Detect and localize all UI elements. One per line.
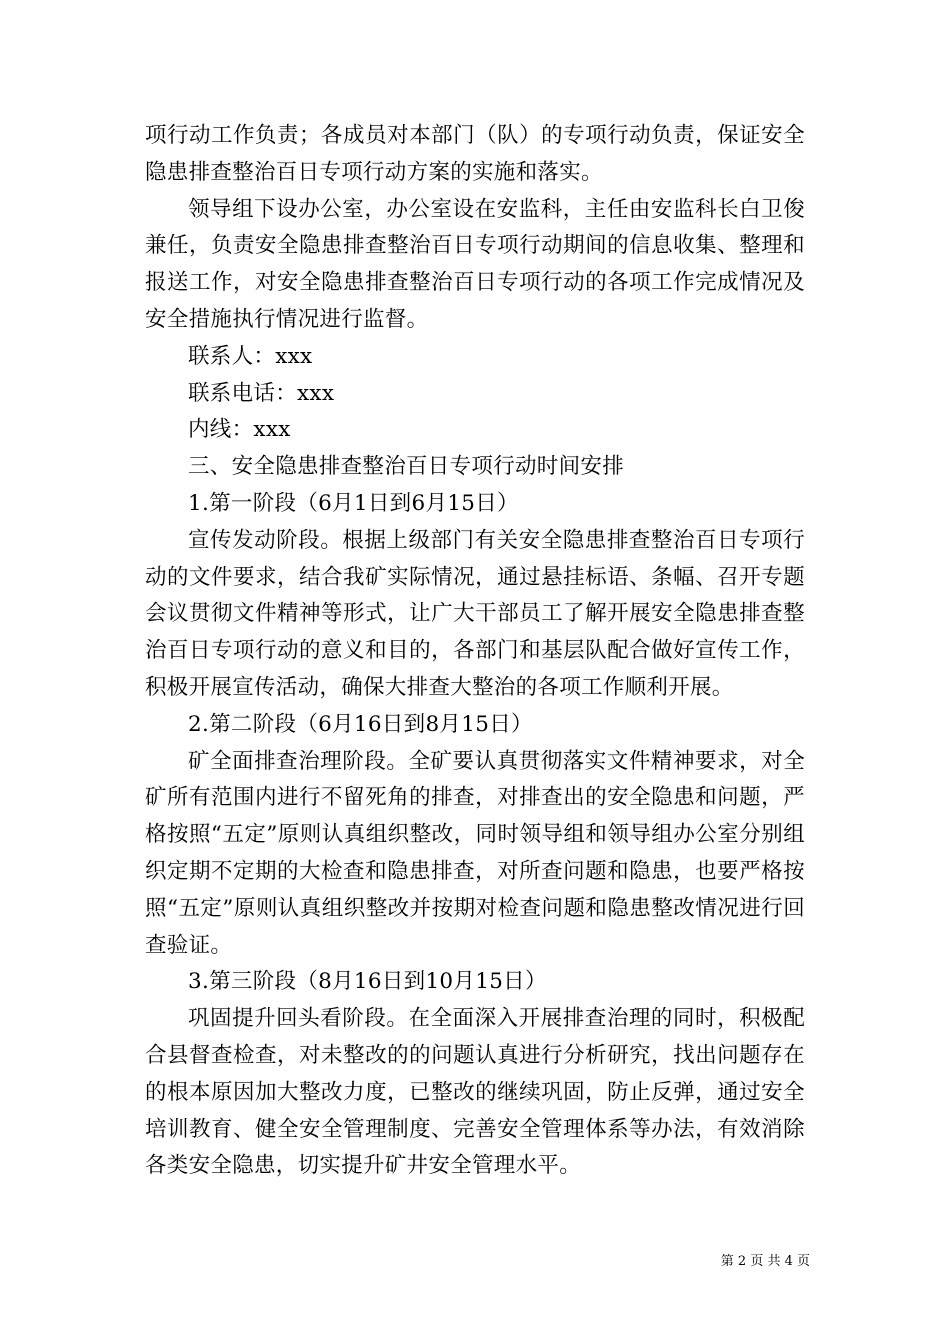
paragraph-contact-phone: 联系电话：xxx bbox=[188, 380, 335, 406]
paragraph-office: 领导组下设办公室，办公室设在安监科，主任由安监科长白卫俊兼任，负责安全隐患排查整治百日专项行动期间的信息收集、整理和报送工作，对安全隐患排查整治百日专项行动的各项工作完成情况及安全措施执行情况进行监督。 bbox=[145, 196, 805, 332]
phase-1-body: 宣传发动阶段。根据上级部门有关安全隐患排查整治百日专项行动的文件要求，结合我矿实际情况，通过悬挂标语、条幅、召开专题会议贯彻文件精神等形式，让广大干部员工了解开展安全隐患排查整治百日专项行动的意义和目的，各部门和基层队配合做好宣传工作，积极开展宣传活动，确保大排查大整治的各项工作顺利开展。 bbox=[145, 527, 805, 700]
paragraph-contact-person: 联系人：xxx bbox=[188, 343, 313, 369]
phase-1-heading: 1.第一阶段（6月1日到6月15日） bbox=[188, 490, 519, 516]
phase-2-heading: 2.第二阶段（6月16日到8月15日） bbox=[188, 711, 533, 737]
page-number-footer: 第 2 页 共 4 页 bbox=[720, 1254, 810, 1269]
phase-3-body: 巩固提升回头看阶段。在全面深入开展排查治理的同时，积极配合县督查检查，对未整改的的问题认真进行分析研究，找出问题存在的根本原因加大整改力度，已整改的继续巩固，防止反弹，通过安全培训教育、健全安全管理制度、完善安全管理体系等办法，有效消除各类安全隐患，切实提升矿井安全管理水平。 bbox=[145, 1006, 805, 1179]
paragraph-continuation: 项行动工作负责；各成员对本部门（队）的专项行动负责，保证安全隐患排查整治百日专项行动方案的实施和落实。 bbox=[145, 123, 805, 185]
paragraph-internal-line: 内线：xxx bbox=[188, 417, 291, 443]
section-heading-schedule: 三、安全隐患排查整治百日专项行动时间安排 bbox=[188, 454, 625, 480]
phase-3-heading: 3.第三阶段（8月16日到10月15日） bbox=[188, 969, 547, 995]
phase-2-body: 矿全面排查治理阶段。全矿要认真贯彻落实文件精神要求，对全矿所有范围内进行不留死角的排查，对排查出的安全隐患和问题，严格按照“五定”原则认真组织整改，同时领导组和领导组办公室分别组织定期不定期的大检查和隐患排查，对所查问题和隐患，也要严格按照“五定”原则认真组织整改并按期对检查问题和隐患整改情况进行回查验证。 bbox=[145, 748, 805, 958]
document-body bbox=[145, 118, 805, 1185]
